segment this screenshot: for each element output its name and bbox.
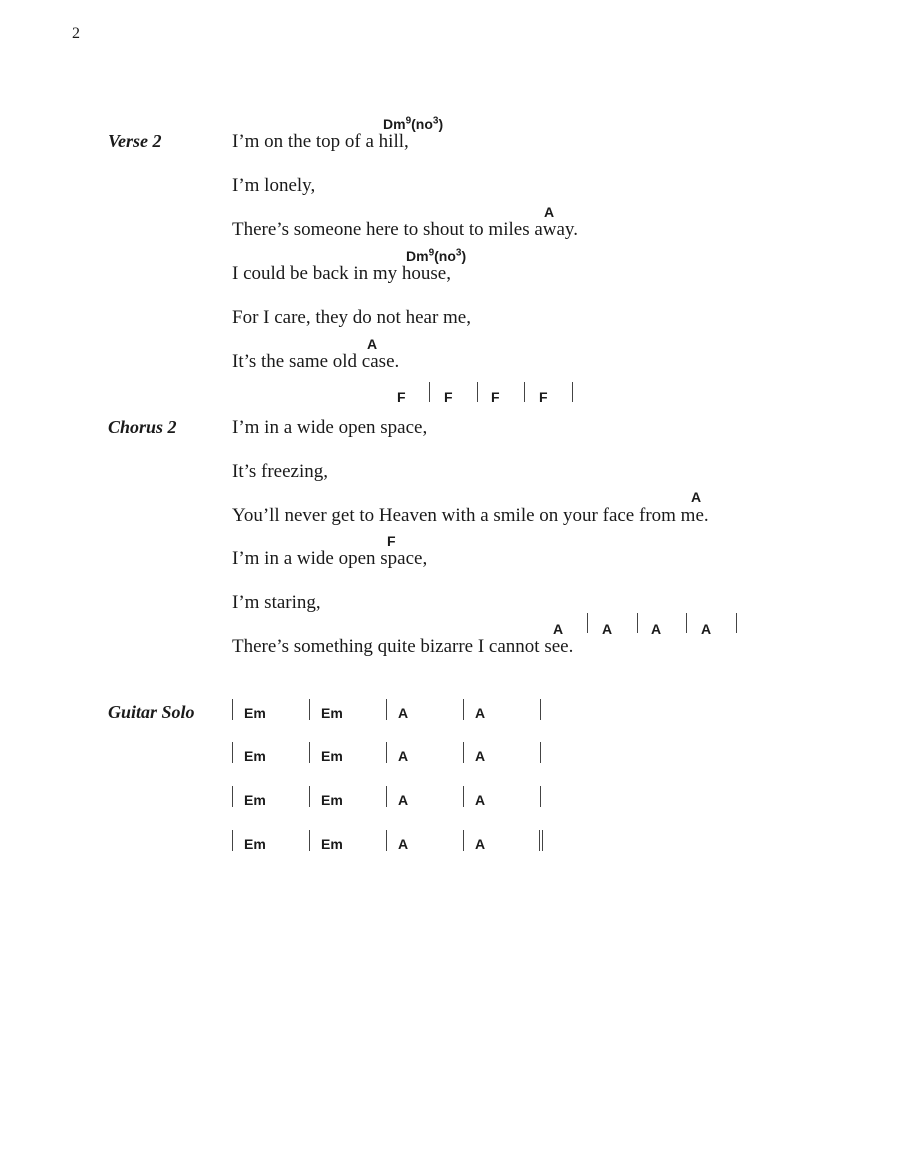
bar-line — [386, 699, 387, 720]
lyric-line: I’m in a wide open space, — [232, 417, 428, 438]
chord-omit-three: 3 — [432, 115, 439, 127]
chord-em: Em — [321, 836, 343, 852]
lyric-line: I’m in a wide open space, — [232, 548, 428, 569]
lyric-line: I could be back in my house, — [232, 263, 451, 284]
bar-line — [232, 742, 233, 763]
bar-line — [637, 613, 638, 633]
bar-line — [540, 699, 541, 720]
bar-line — [309, 830, 310, 851]
chord-a: A — [475, 748, 486, 764]
chord-em: Em — [321, 748, 343, 764]
chord-a: A — [602, 621, 613, 637]
chord-a: A — [398, 792, 409, 808]
chord-em: Em — [244, 792, 266, 808]
bar-line — [686, 613, 687, 633]
chord-a: A — [398, 705, 409, 721]
lyric-line: I’m on the top of a hill, — [232, 131, 409, 152]
chord-f: F — [397, 389, 406, 405]
lyric-line: There’s something quite bizarre I cannot see. — [232, 636, 574, 657]
bar-line — [386, 786, 387, 807]
chord-em: Em — [321, 792, 343, 808]
chord-f: F — [444, 389, 453, 405]
lyric-line: It’s freezing, — [232, 461, 329, 482]
chord-paren-close: ) — [438, 116, 444, 132]
bar-line — [477, 382, 478, 402]
chord-a: A — [553, 621, 564, 637]
chord-paren-close: ) — [461, 248, 467, 264]
bar-line — [587, 613, 588, 633]
bar-line — [429, 382, 430, 402]
lyric-line: I’m lonely, — [232, 175, 316, 196]
bar-line — [463, 830, 464, 851]
chord-a: A — [398, 748, 409, 764]
chord-em: Em — [244, 748, 266, 764]
bar-line — [463, 699, 464, 720]
chord-dm9-no3 — [383, 116, 443, 132]
bar-line — [232, 830, 233, 851]
chord-dm9-no3 — [406, 248, 466, 264]
chord-extension: 9 — [405, 115, 412, 127]
lyric-line: It’s the same old case. — [232, 351, 400, 372]
chord-a: A — [544, 204, 555, 220]
chord-root: Dm — [383, 116, 406, 132]
chord-f: F — [387, 533, 396, 549]
chord-omit-three: 3 — [455, 247, 462, 259]
page-number: 2 — [72, 25, 80, 42]
bar-line — [463, 786, 464, 807]
final-barline — [539, 830, 543, 851]
section-label-guitar-solo: Guitar Solo — [108, 702, 195, 722]
chord-a: A — [367, 336, 378, 352]
bar-line — [736, 613, 737, 633]
chord-f: F — [491, 389, 500, 405]
bar-line — [232, 699, 233, 720]
bar-line — [540, 786, 541, 807]
chord-a: A — [475, 836, 486, 852]
bar-line — [572, 382, 573, 402]
lyric-line: There’s someone here to shout to miles away. — [232, 219, 578, 240]
chord-extension: 9 — [428, 247, 435, 259]
bar-line — [540, 742, 541, 763]
chord-root: Dm — [406, 248, 429, 264]
chord-em: Em — [244, 836, 266, 852]
chord-a: A — [691, 489, 702, 505]
lyric-line: For I care, they do not hear me, — [232, 307, 471, 328]
bar-line — [309, 786, 310, 807]
bar-line — [386, 830, 387, 851]
chord-em: Em — [321, 705, 343, 721]
chord-a: A — [651, 621, 662, 637]
chord-paren-open: (no — [434, 248, 456, 264]
section-label-verse-2: Verse 2 — [108, 131, 162, 151]
bar-line — [524, 382, 525, 402]
bar-line — [309, 742, 310, 763]
section-label-chorus-2: Chorus 2 — [108, 417, 177, 437]
chord-f: F — [539, 389, 548, 405]
bar-line — [386, 742, 387, 763]
chord-a: A — [701, 621, 712, 637]
chord-em: Em — [244, 705, 266, 721]
bar-line — [232, 786, 233, 807]
chord-a: A — [475, 792, 486, 808]
lyric-line: You’ll never get to Heaven with a smile on your face from me. — [232, 505, 709, 526]
chord-paren-open: (no — [411, 116, 433, 132]
chord-a: A — [398, 836, 409, 852]
bar-line — [463, 742, 464, 763]
chord-a: A — [475, 705, 486, 721]
lyric-line: I’m staring, — [232, 592, 321, 613]
bar-line — [309, 699, 310, 720]
